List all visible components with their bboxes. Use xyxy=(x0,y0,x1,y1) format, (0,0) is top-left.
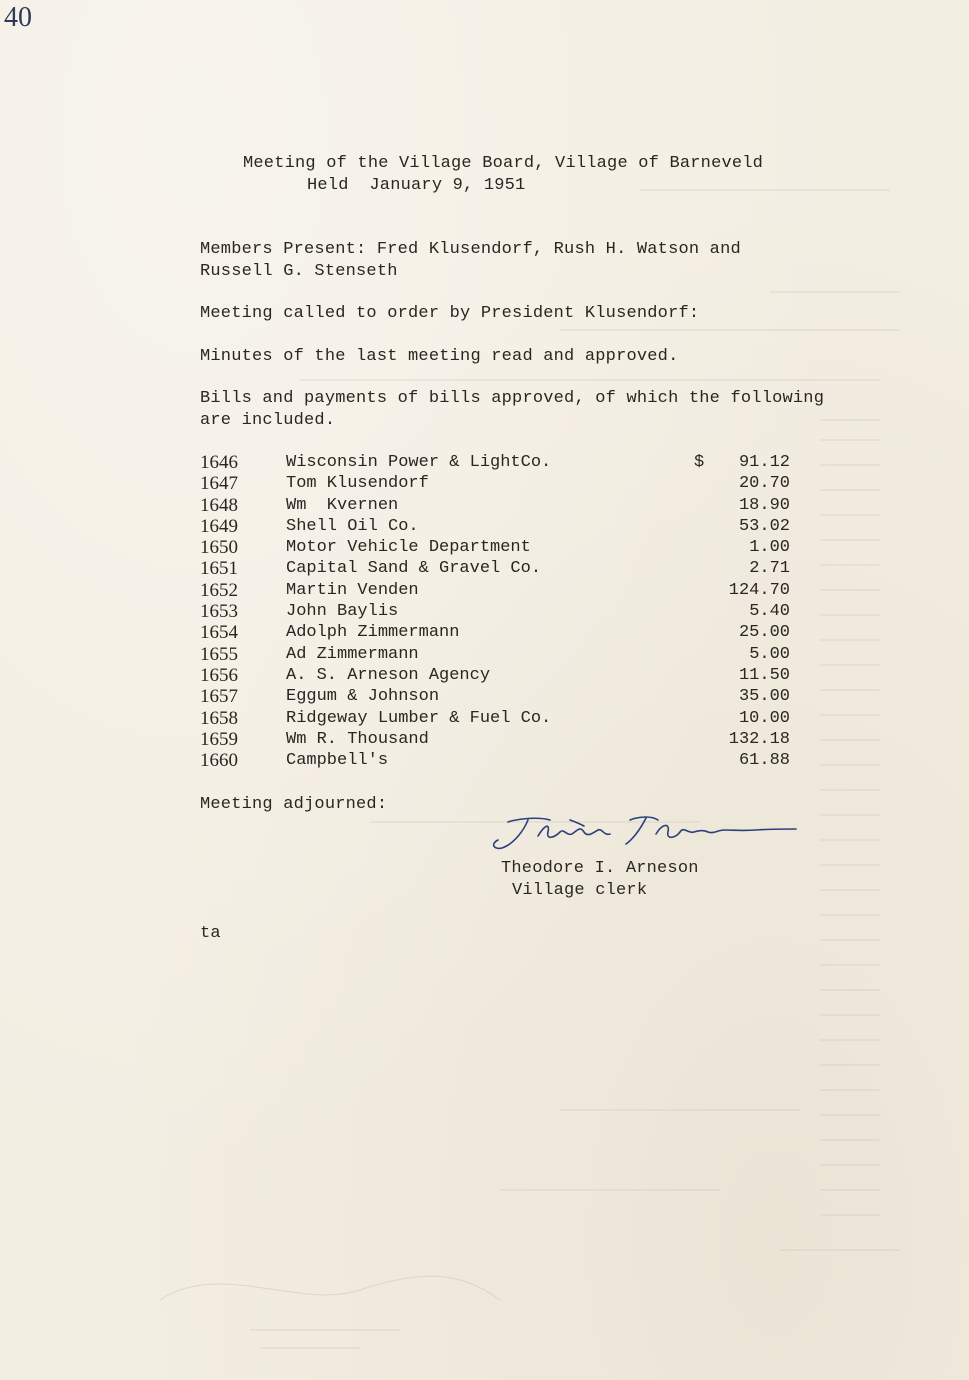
bill-payee: Campbell's xyxy=(286,751,389,771)
bill-number: 1660 xyxy=(200,750,238,772)
bill-row xyxy=(200,750,800,771)
bill-amount: 124.70 xyxy=(728,580,790,600)
clerk-name: Theodore I. Arneson xyxy=(501,859,699,878)
called-to-order: Meeting called to order by President Klusendorf: xyxy=(200,304,700,323)
bill-payee: Shell Oil Co. xyxy=(286,516,419,536)
members-present-line-2: Russell G. Stenseth xyxy=(200,262,398,281)
typist-initials: ta xyxy=(200,924,221,943)
bill-number: 1652 xyxy=(200,579,238,601)
bill-payee: Wm Kvernen xyxy=(286,495,399,515)
bill-payee: A. S. Arneson Agency xyxy=(286,665,491,685)
bill-amount: 5.40 xyxy=(749,602,790,622)
bill-number: 1654 xyxy=(200,622,238,644)
bill-amount: 2.71 xyxy=(749,559,790,579)
bill-number: 1655 xyxy=(200,643,238,665)
bill-amount: 11.50 xyxy=(738,665,790,685)
bill-payee: Adolph Zimmermann xyxy=(286,623,460,643)
members-present-line-1: Members Present: Fred Klusendorf, Rush H. Watson and xyxy=(200,240,741,259)
bill-number: 1649 xyxy=(200,515,238,537)
bill-row xyxy=(200,622,800,643)
clerk-signature xyxy=(480,808,800,858)
bill-row xyxy=(200,644,800,665)
bill-number: 1650 xyxy=(200,537,238,559)
bill-payee: John Baylis xyxy=(286,602,399,622)
bill-amount: 18.90 xyxy=(738,495,790,515)
bill-amount: 132.18 xyxy=(728,729,790,749)
bill-row xyxy=(200,601,800,622)
bill-amount: 5.00 xyxy=(749,644,790,664)
bills-table xyxy=(200,452,800,771)
meeting-title: Meeting of the Village Board, Village of Barneveld xyxy=(243,154,764,173)
bill-row xyxy=(200,665,800,686)
bill-payee: Wm R. Thousand xyxy=(286,729,429,749)
minutes-approved: Minutes of the last meeting read and approved. xyxy=(200,347,679,366)
bills-intro-line-1: Bills and payments of bills approved, of which the following xyxy=(200,389,825,408)
bill-row xyxy=(200,686,800,707)
bill-row xyxy=(200,473,800,494)
bill-amount: 25.00 xyxy=(738,623,790,643)
bill-amount: 20.70 xyxy=(738,474,790,494)
bill-row xyxy=(200,580,800,601)
page-number: 40 xyxy=(4,2,32,33)
bill-amount: 1.00 xyxy=(749,538,790,558)
bills-intro-line-2: are included. xyxy=(200,411,336,430)
bill-row xyxy=(200,558,800,579)
bill-row xyxy=(200,452,800,473)
bill-payee: Ad Zimmermann xyxy=(286,644,419,664)
bill-payee: Ridgeway Lumber & Fuel Co. xyxy=(286,708,552,728)
bill-amount: 35.00 xyxy=(738,687,790,707)
bill-number: 1653 xyxy=(200,601,238,623)
bill-number: 1659 xyxy=(200,728,238,750)
bill-dollar-sign: $ xyxy=(694,453,705,472)
bill-amount: 91.12 xyxy=(738,453,790,472)
bill-number: 1646 xyxy=(200,452,238,473)
bill-row xyxy=(200,495,800,516)
bill-number: 1648 xyxy=(200,494,238,516)
bill-number: 1651 xyxy=(200,558,238,580)
clerk-title: Village clerk xyxy=(512,881,648,900)
meeting-date: Held January 9, 1951 xyxy=(307,176,526,195)
bill-row xyxy=(200,537,800,558)
bill-number: 1658 xyxy=(200,707,238,729)
bill-number: 1657 xyxy=(200,686,238,708)
bill-payee: Motor Vehicle Department xyxy=(286,538,531,558)
bill-row xyxy=(200,516,800,537)
meeting-adjourned: Meeting adjourned: xyxy=(200,795,388,814)
bill-payee: Eggum & Johnson xyxy=(286,687,440,707)
bill-payee: Tom Klusendorf xyxy=(286,474,429,494)
bill-row xyxy=(200,708,800,729)
bill-number: 1647 xyxy=(200,473,238,495)
bill-payee: Martin Venden xyxy=(286,580,419,600)
bill-row xyxy=(200,729,800,750)
bill-amount: 61.88 xyxy=(738,751,790,771)
bill-payee: Wisconsin Power & LightCo. xyxy=(286,453,552,472)
bill-payee: Capital Sand & Gravel Co. xyxy=(286,559,542,579)
bill-amount: 10.00 xyxy=(738,708,790,728)
bill-number: 1656 xyxy=(200,664,238,686)
bill-amount: 53.02 xyxy=(738,516,790,536)
